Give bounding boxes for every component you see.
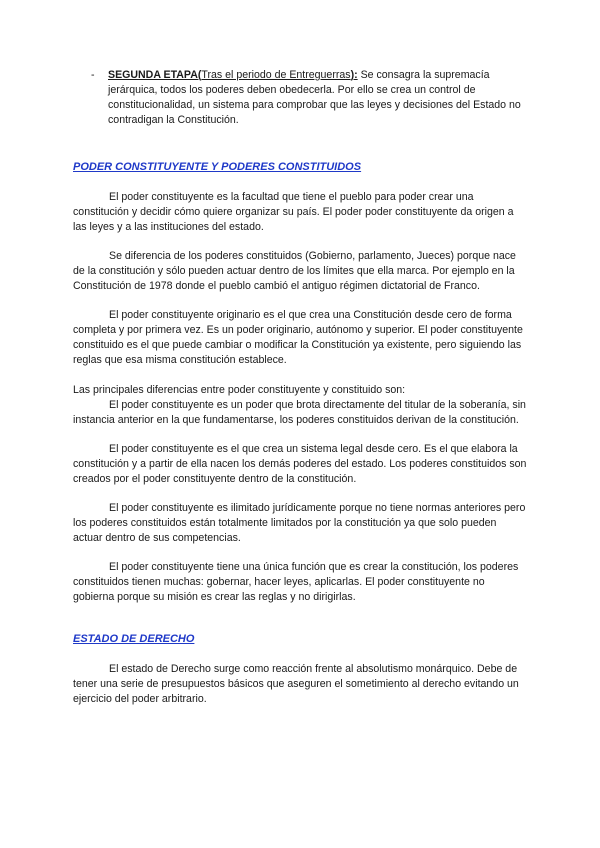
- paragraph: El estado de Derecho surge como reacción frente al absolutismo monárquico. Debe de tener una serie de presupuestos básicos que aseguren el sometimiento al derecho evitando un ejercicio del poder arbitrario.: [73, 663, 519, 705]
- paragraph: El poder constituyente es un poder que brota directamente del titular de la soberanía, sin instancia anterior en la que fundamentarse, los poderes constituidos derivan de la constitución.: [73, 399, 526, 426]
- bullet-body-text: Se consagra la supremacía jerárquica, todos los poderes deben obedecerla. Por ello se crea un control de constitucionalidad, un sistema para comprobar que las leyes y decisiones del Estado no contradigan la Constitución.: [108, 69, 521, 126]
- paragraph: El poder constituyente originario es el que crea una Constitución desde cero de forma completa y por primera vez. Es un poder originario, autónomo y superior. El poder constituyente constituido es el que puede cambiar o modificar la Constitución ya existente, pero siguiendo las reglas que esa misma constitución establece.: [73, 309, 523, 366]
- paragraph: El poder constituyente es ilimitado jurídicamente porque no tiene normas anteriores pero los poderes constituidos están totalmente limitados por la constitución ya que solo pueden actuar dentro de sus competencias.: [73, 502, 526, 544]
- paragraph: El poder constituyente tiene una única función que es crear la constitución, los poderes constituidos tienen muchas: gobernar, hacer leyes, aplicarlas. El poder constituyente no gobierna porque su misión es crear las reglas y no dirigirlas.: [73, 561, 519, 603]
- heading-poder-constituyente: PODER CONSTITUYENTE Y PODERES CONSTITUIDOS: [73, 161, 362, 173]
- heading-estado-de-derecho: ESTADO DE DERECHO: [73, 633, 195, 645]
- paragraph: El poder constituyente es el que crea un sistema legal desde cero. Es el que elabora la constitución y a partir de ella nacen los demás poderes del estado. Los poderes constituidos son creados por el poder constituyente dentro de la constitución.: [73, 443, 527, 485]
- document-body: [73, 68, 528, 707]
- bullet-dash: -: [91, 69, 95, 81]
- bullet-segunda-etapa: [73, 68, 528, 128]
- bullet-lead-label: SEGUNDA ETAPA(Tras el periodo de Entreguerras):: [108, 69, 358, 81]
- paragraph: Se diferencia de los poderes constituidos (Gobierno, parlamento, Jueces) porque nace de la constitución y sólo pueden actuar dentro de los límites que ella marca. Por ejemplo en la Constitución de 1978 donde el pueblo cambió el antiguo régimen dictatorial de Franco.: [73, 250, 516, 292]
- paragraph: El poder constituyente es la facultad que tiene el pueblo para poder crear una constitución y decidir cómo quiere organizar su país. El poder poder constituyente da origen a las leyes y a las instituciones del estado.: [73, 191, 514, 233]
- paragraph-intro: Las principales diferencias entre poder constituyente y constituido son:: [73, 384, 406, 396]
